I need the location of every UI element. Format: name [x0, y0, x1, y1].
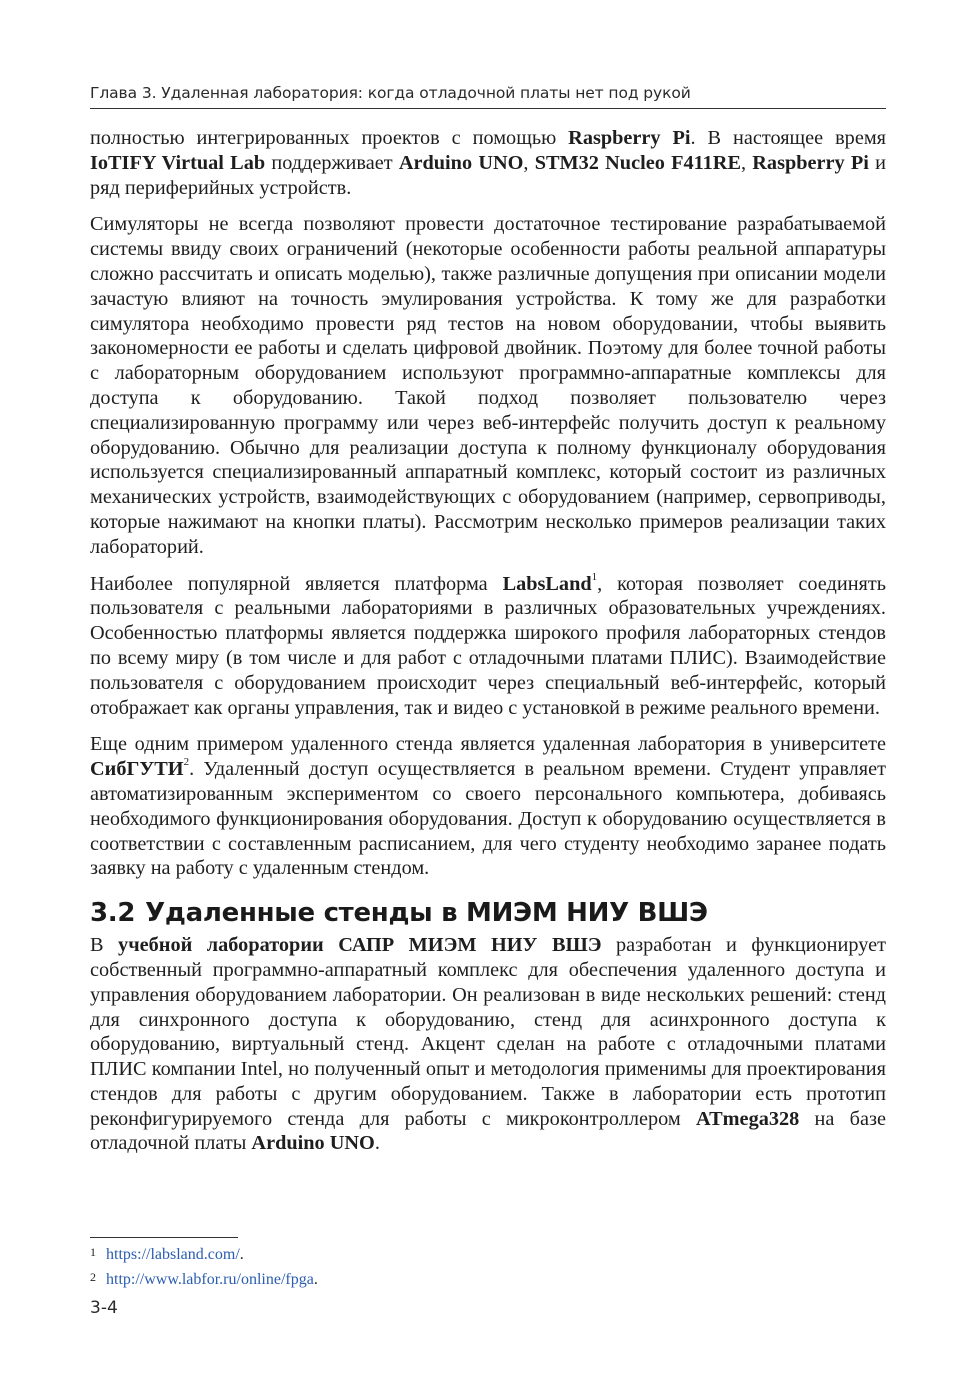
footnote-divider	[90, 1237, 238, 1238]
paragraph-3	[90, 572, 886, 721]
footnotes	[90, 1241, 886, 1291]
text-run: . Удаленный доступ осуществляется в реальном времени. Студент управляет автоматизированным экспериментом со своего персонального компьютера, добиваясь необходимого функционирования оборудования. Доступ к оборудованию осуществляется в соответствии с составленным расписанием, для чего студенту необходимо заранее подать заявку на работу с удаленным стендом.	[90, 758, 886, 880]
bold-term: Raspberry Pi	[752, 151, 869, 174]
paragraph-4	[90, 732, 886, 881]
text-run: полностью интегрированных проектов с помощью	[90, 127, 569, 149]
footnote-link-labsland[interactable]: https://labsland.com/	[106, 1246, 240, 1263]
text-run: . В настоящее время	[690, 127, 886, 149]
text-run: разработан и функционирует собственный программно-аппаратный комплекс для обеспечения удаленного доступа и управления оборудованием лаборатории. Он реализован в виде нескольких решений: стенд для синхронного доступа к оборудованию, стенд для асинхронного доступа к оборудованию, виртуальный стенд. Акцент сделан на работе с отладочными платами ПЛИС компании Intel, но полученный опыт и методология применимы для проектирования стендов для работы с другим оборудованием. Также в лаборатории есть прототип реконфигурируемого стенда для работы с микроконтроллером	[90, 934, 886, 1130]
text-run: и ряд периферийных устройств.	[90, 151, 887, 199]
paragraph-2: Симуляторы не всегда позволяют провести достаточное тестирование разрабатываемой системы ввиду своих ограничений (некоторые особенности работы реальной аппаратуры сложно рассчитать и описать моделью), также различные допущения при описании модели зачастую влияют на точность эмулирования устройства. К тому же для разработки симулятора необходимо провести ряд тестов на новом оборудовании, чтобы выявить закономерности ее работы и сделать цифровой двойник. Поэтому для более точной работы с лабораторным оборудованием используют программно-аппаратные комплексы для доступа к оборудованию. Такой подход позволяет пользователю через специализированную программу или через веб-интерфейс получить доступ к реальному оборудованию. Обычно для реализации доступа к полному функционалу оборудования используется специализированный аппаратный комплекс, который состоит из различных механических устройств, взаимодействующих с оборудованием (например, сервоприводы, которые нажимают на кнопки платы). Рассмотрим несколько примеров реализации таких лабораторий.	[90, 213, 886, 558]
body-text	[90, 126, 886, 1168]
bold-term: ATmega328	[696, 1107, 800, 1130]
footnote-ref-2[interactable]: 2	[183, 756, 190, 769]
bold-term: Raspberry Pi	[568, 127, 691, 149]
footnote-link-labfor[interactable]: http://www.labfor.ru/online/fpga	[106, 1271, 314, 1288]
bold-term: Arduino UNO	[398, 151, 524, 174]
footnote-mark: 1	[90, 1245, 96, 1259]
page-number: 3-4	[90, 1298, 118, 1318]
chapter-running-title: Глава 3. Удаленная лаборатория: когда отладочной платы нет под рукой	[90, 84, 691, 102]
bold-term: учебной лаборатории САПР МИЭМ НИУ ВШЭ	[118, 934, 602, 957]
footnote-punct: .	[313, 1271, 318, 1288]
text-run: , которая позволяет соединять пользователя с реальными лабораториями в различных образовательных учреждениях. Особенностью платформы является поддержка широкого профиля лабораторных стендов по всему миру (в том числе и для работ с отладочными платами ПЛИС). Взаимодействие пользователя с оборудованием происходит через специальный веб-интерфейс, который отображает как органы управления, так и видео с установкой в режиме реального времени.	[90, 572, 886, 719]
section-heading	[90, 897, 886, 929]
footnote-2	[90, 1266, 886, 1291]
bold-term: STM32 Nucleo F411RE	[534, 151, 741, 174]
text-run: Наиболее популярной является платформа	[90, 572, 503, 595]
bold-term: IoTIFY Virtual Lab	[90, 151, 266, 174]
running-header	[90, 84, 886, 109]
text-run: поддерживает	[265, 151, 399, 174]
text-run: В	[90, 934, 119, 957]
bold-term: LabsLand	[502, 572, 592, 595]
bold-term: СибГУТИ	[90, 758, 184, 781]
document-page	[90, 0, 886, 1388]
footnote-punct: .	[239, 1246, 244, 1263]
text-run: .	[374, 1132, 380, 1155]
section-number: 3.2	[90, 898, 136, 929]
footnote-ref-1[interactable]: 1	[591, 570, 598, 583]
text-run: Еще одним примером удаленного стенда является удаленная лаборатория в университете	[90, 733, 886, 756]
text-run: на базе отладочной платы	[90, 1107, 886, 1155]
text-run: ,	[523, 151, 535, 174]
footnote-1	[90, 1241, 886, 1266]
section-title: Удаленные стенды в МИЭМ НИУ ВШЭ	[145, 898, 708, 929]
bold-term: Arduino UNO	[251, 1132, 375, 1155]
paragraph-5	[90, 933, 886, 1156]
paragraph-1	[90, 126, 886, 200]
footnote-mark: 2	[90, 1270, 96, 1284]
text-run: ,	[740, 151, 753, 174]
